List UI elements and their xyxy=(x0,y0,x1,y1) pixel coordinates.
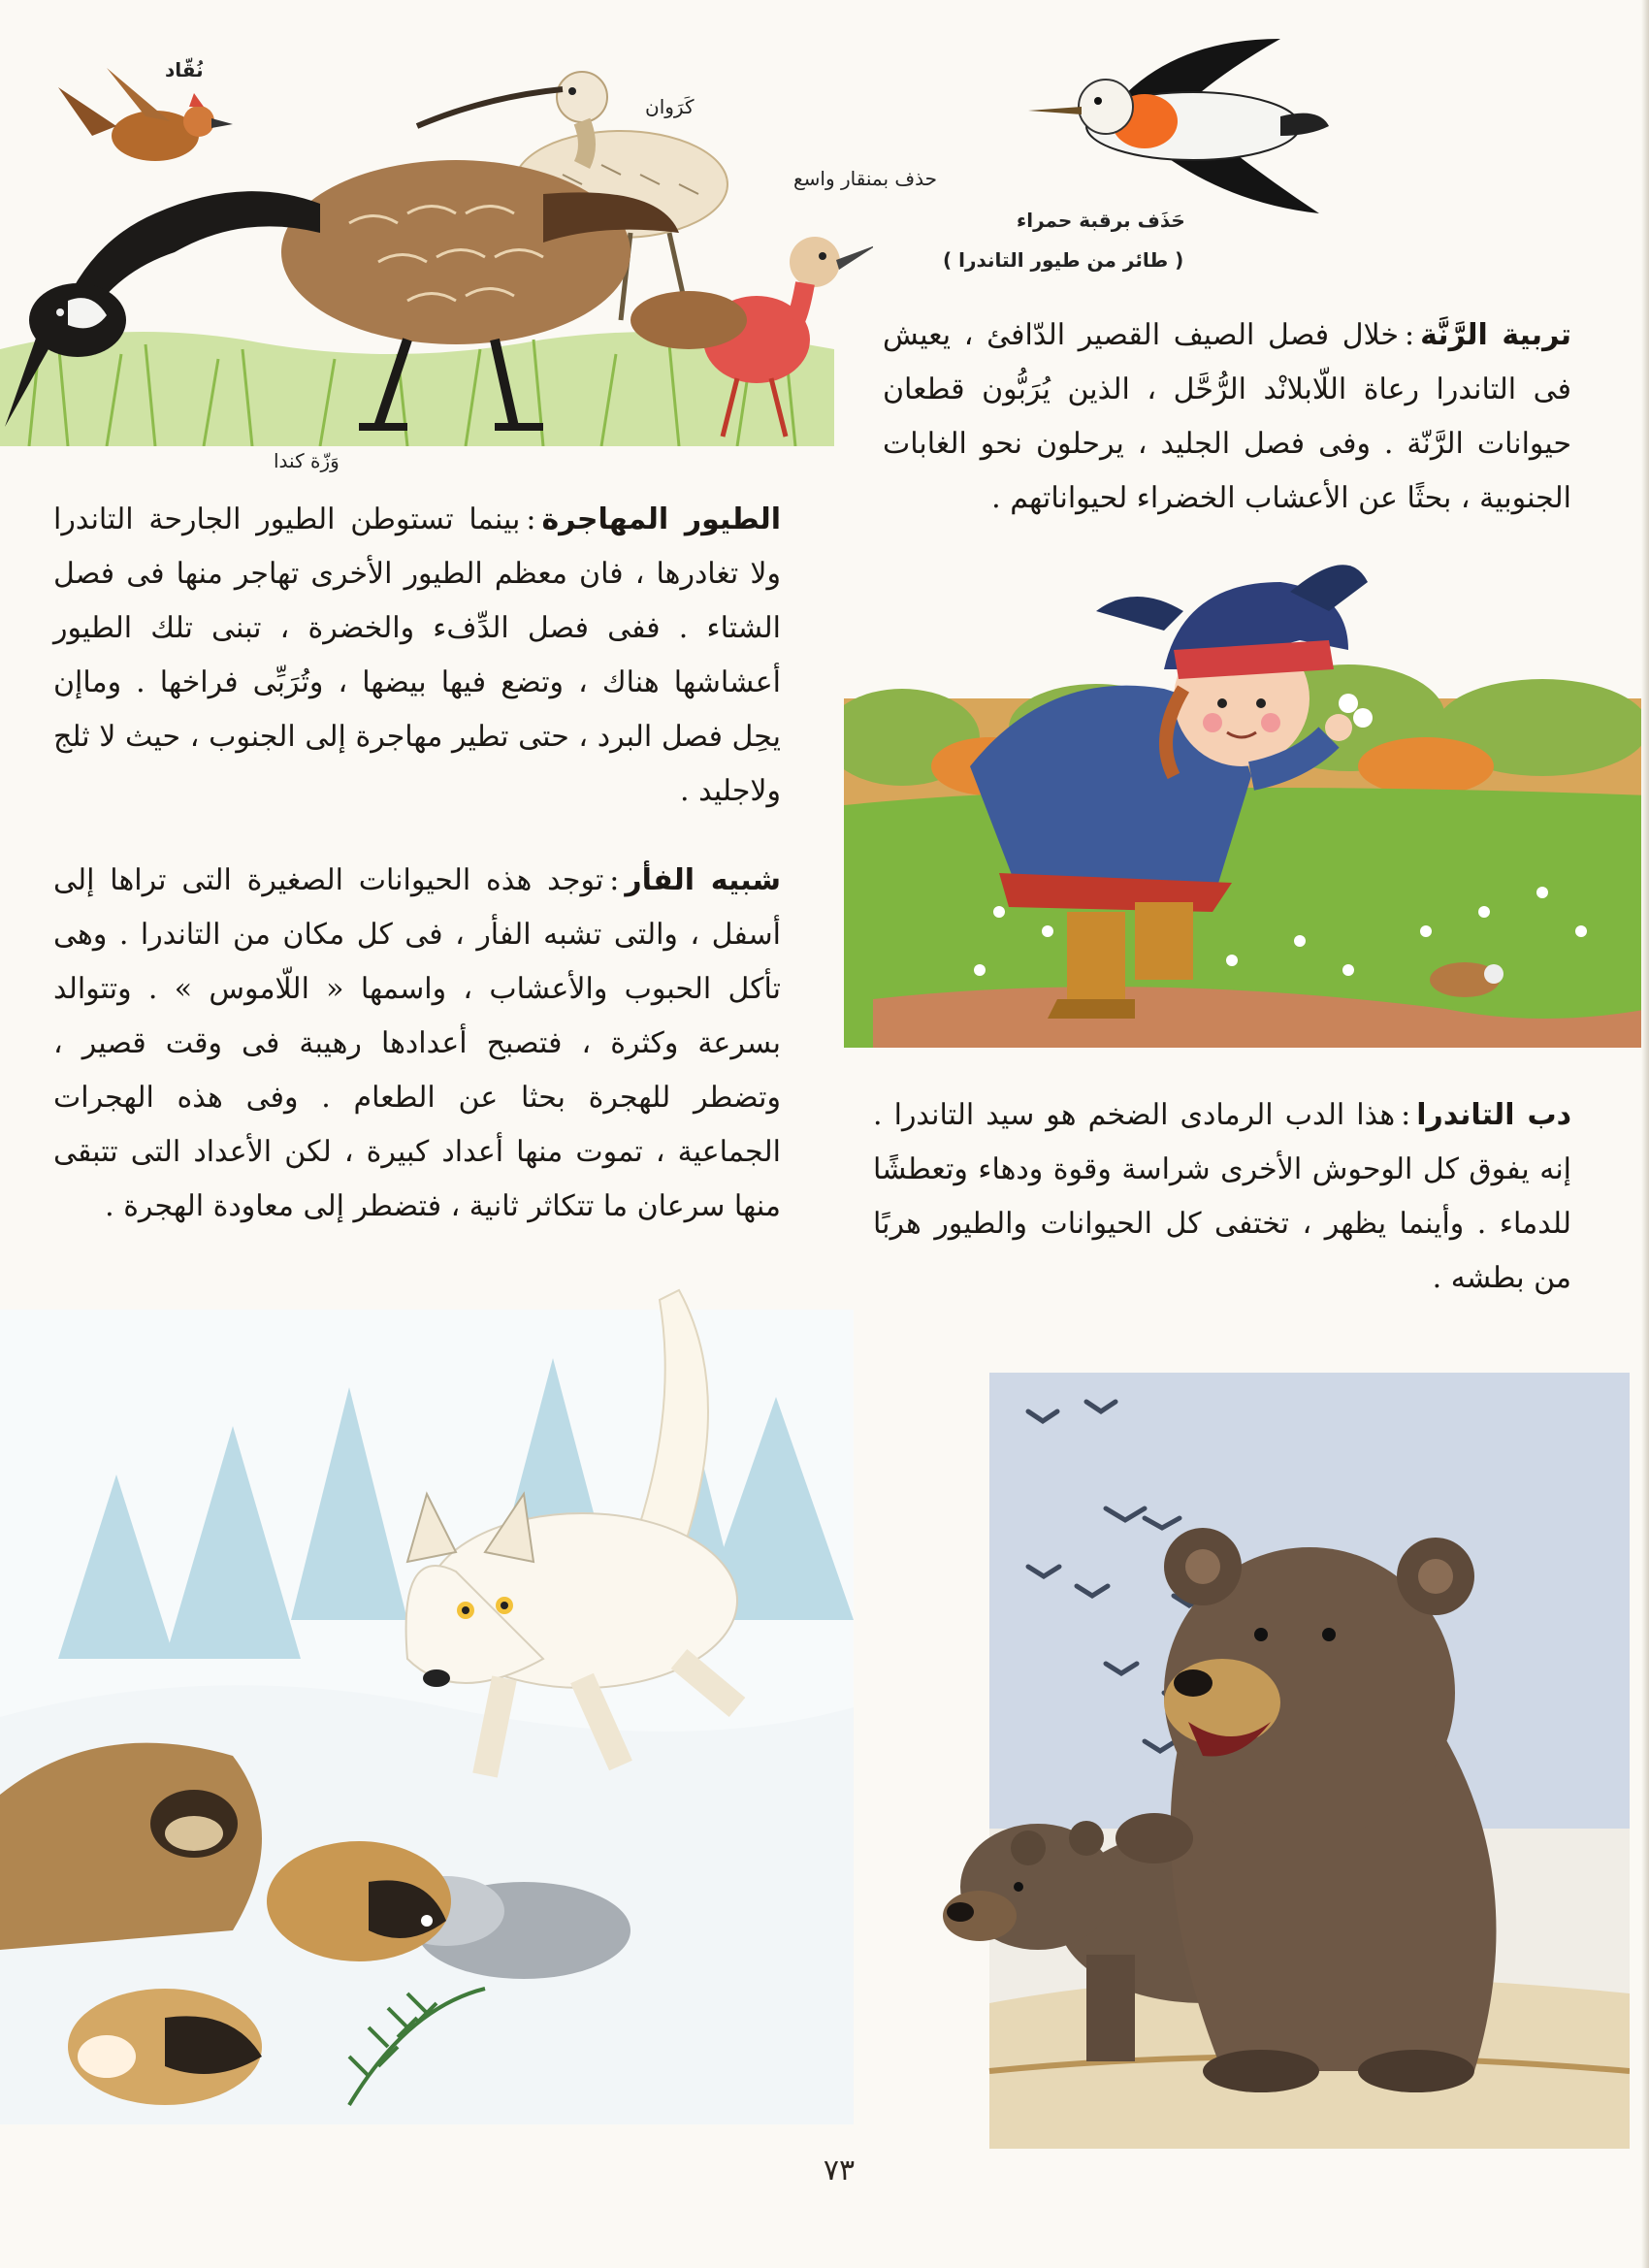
heading-separator: : xyxy=(609,863,620,897)
label-nuqqad: نُقّاد xyxy=(165,58,204,81)
section-mouse-like-heading: شبيه الفأر xyxy=(625,863,781,897)
label-karawan: كَرَوان xyxy=(645,95,695,118)
section-mouse-like-body: توجد هذه الحيوانات الصغيرة التى تراها إلى أسفل ، والتى تشبه الفأر ، فى كل مكان من التاندرا . وهى تأكل الحبوب والأعشاب ، واسمها « اللّاموس » . وتتوالد بسرعة وكثرة ، فتصبح أعدادها رهيبة فى وقت قصير ، وتضطر للهجرة بحثا عن الطعام . وفى هذه الهجرات الجماعية ، تموت منها أعداد كبيرة ، لكن الأعداد التى تتبقى منها سرعان ما تتكاثر ثانية ، فتضطر إلى معاودة الهجرة . xyxy=(53,863,781,1223)
label-tundra-bird-note: ( طائر من طيور التاندرا ) xyxy=(943,248,1184,272)
page-spine-shadow xyxy=(1641,0,1649,2268)
section-mouse-like xyxy=(53,854,781,1234)
label-red-necked: حَذَف برقبة حمراء xyxy=(1017,209,1185,232)
section-migratory-heading: الطيور المهاجرة xyxy=(541,502,782,536)
birds-illustration xyxy=(0,29,873,446)
heading-separator: : xyxy=(526,502,536,536)
section-migratory xyxy=(53,493,781,819)
page-number: ٧٣ xyxy=(823,2154,856,2187)
tundra-bears-illustration xyxy=(854,1373,1630,2149)
section-bear-heading: دب التاندرا xyxy=(1416,1098,1571,1132)
section-bear xyxy=(873,1088,1571,1306)
section-reindeer xyxy=(883,308,1571,526)
flying-bird-illustration xyxy=(1028,10,1339,223)
section-migratory-body: بينما تستوطن الطيور الجارحة التاندرا ولا تغادرها ، فان معظم الطيور الأخرى تهاجر منها فى فصل الشتاء . ففى فصل الدِّفء والخضرة ، تبنى تلك الطيور أعشاشها هناك ، وتضع فيها بيضها ، وتُرَبِّى فراخها . وماإن يحِل فصل البرد ، حتى تطير مهاجرة إلى الجنوب ، حيث لا ثلج ولاجليد . xyxy=(53,502,781,808)
section-bear-body: هذا الدب الرمادى الضخم هو سيد التاندرا . إنه يفوق كل الوحوش الأخرى شراسة وقوة ودهاء وتعطشًا للدماء . وأينما يظهر ، تختفى كل الحيوانات والطيور هربًا من بطشه . xyxy=(873,1098,1571,1295)
heading-separator: : xyxy=(1401,1098,1411,1132)
label-broadbill-shoveler: حذف بمنقار واسع xyxy=(793,167,937,190)
arctic-fox-lemmings-illustration xyxy=(0,1251,854,2124)
heading-separator: : xyxy=(1405,318,1415,352)
section-reindeer-heading: تربية الرَّنَّة xyxy=(1420,318,1571,352)
section-reindeer-body: خلال فصل الصيف القصير الدّافئ ، يعيش فى التاندرا رعاة اللّابلانْد الرُّحَّل ، الذين يُرَبُّون قطعان حيوانات الرَّنّة . وفى فصل الجليد ، يرحلون نحو الغابات الجنوبية ، بحثًا عن الأعشاب الخضراء لحيواناتهم . xyxy=(883,318,1571,515)
lapland-child-illustration xyxy=(844,524,1649,1048)
label-canada-goose: وَزّة كندا xyxy=(274,449,340,472)
